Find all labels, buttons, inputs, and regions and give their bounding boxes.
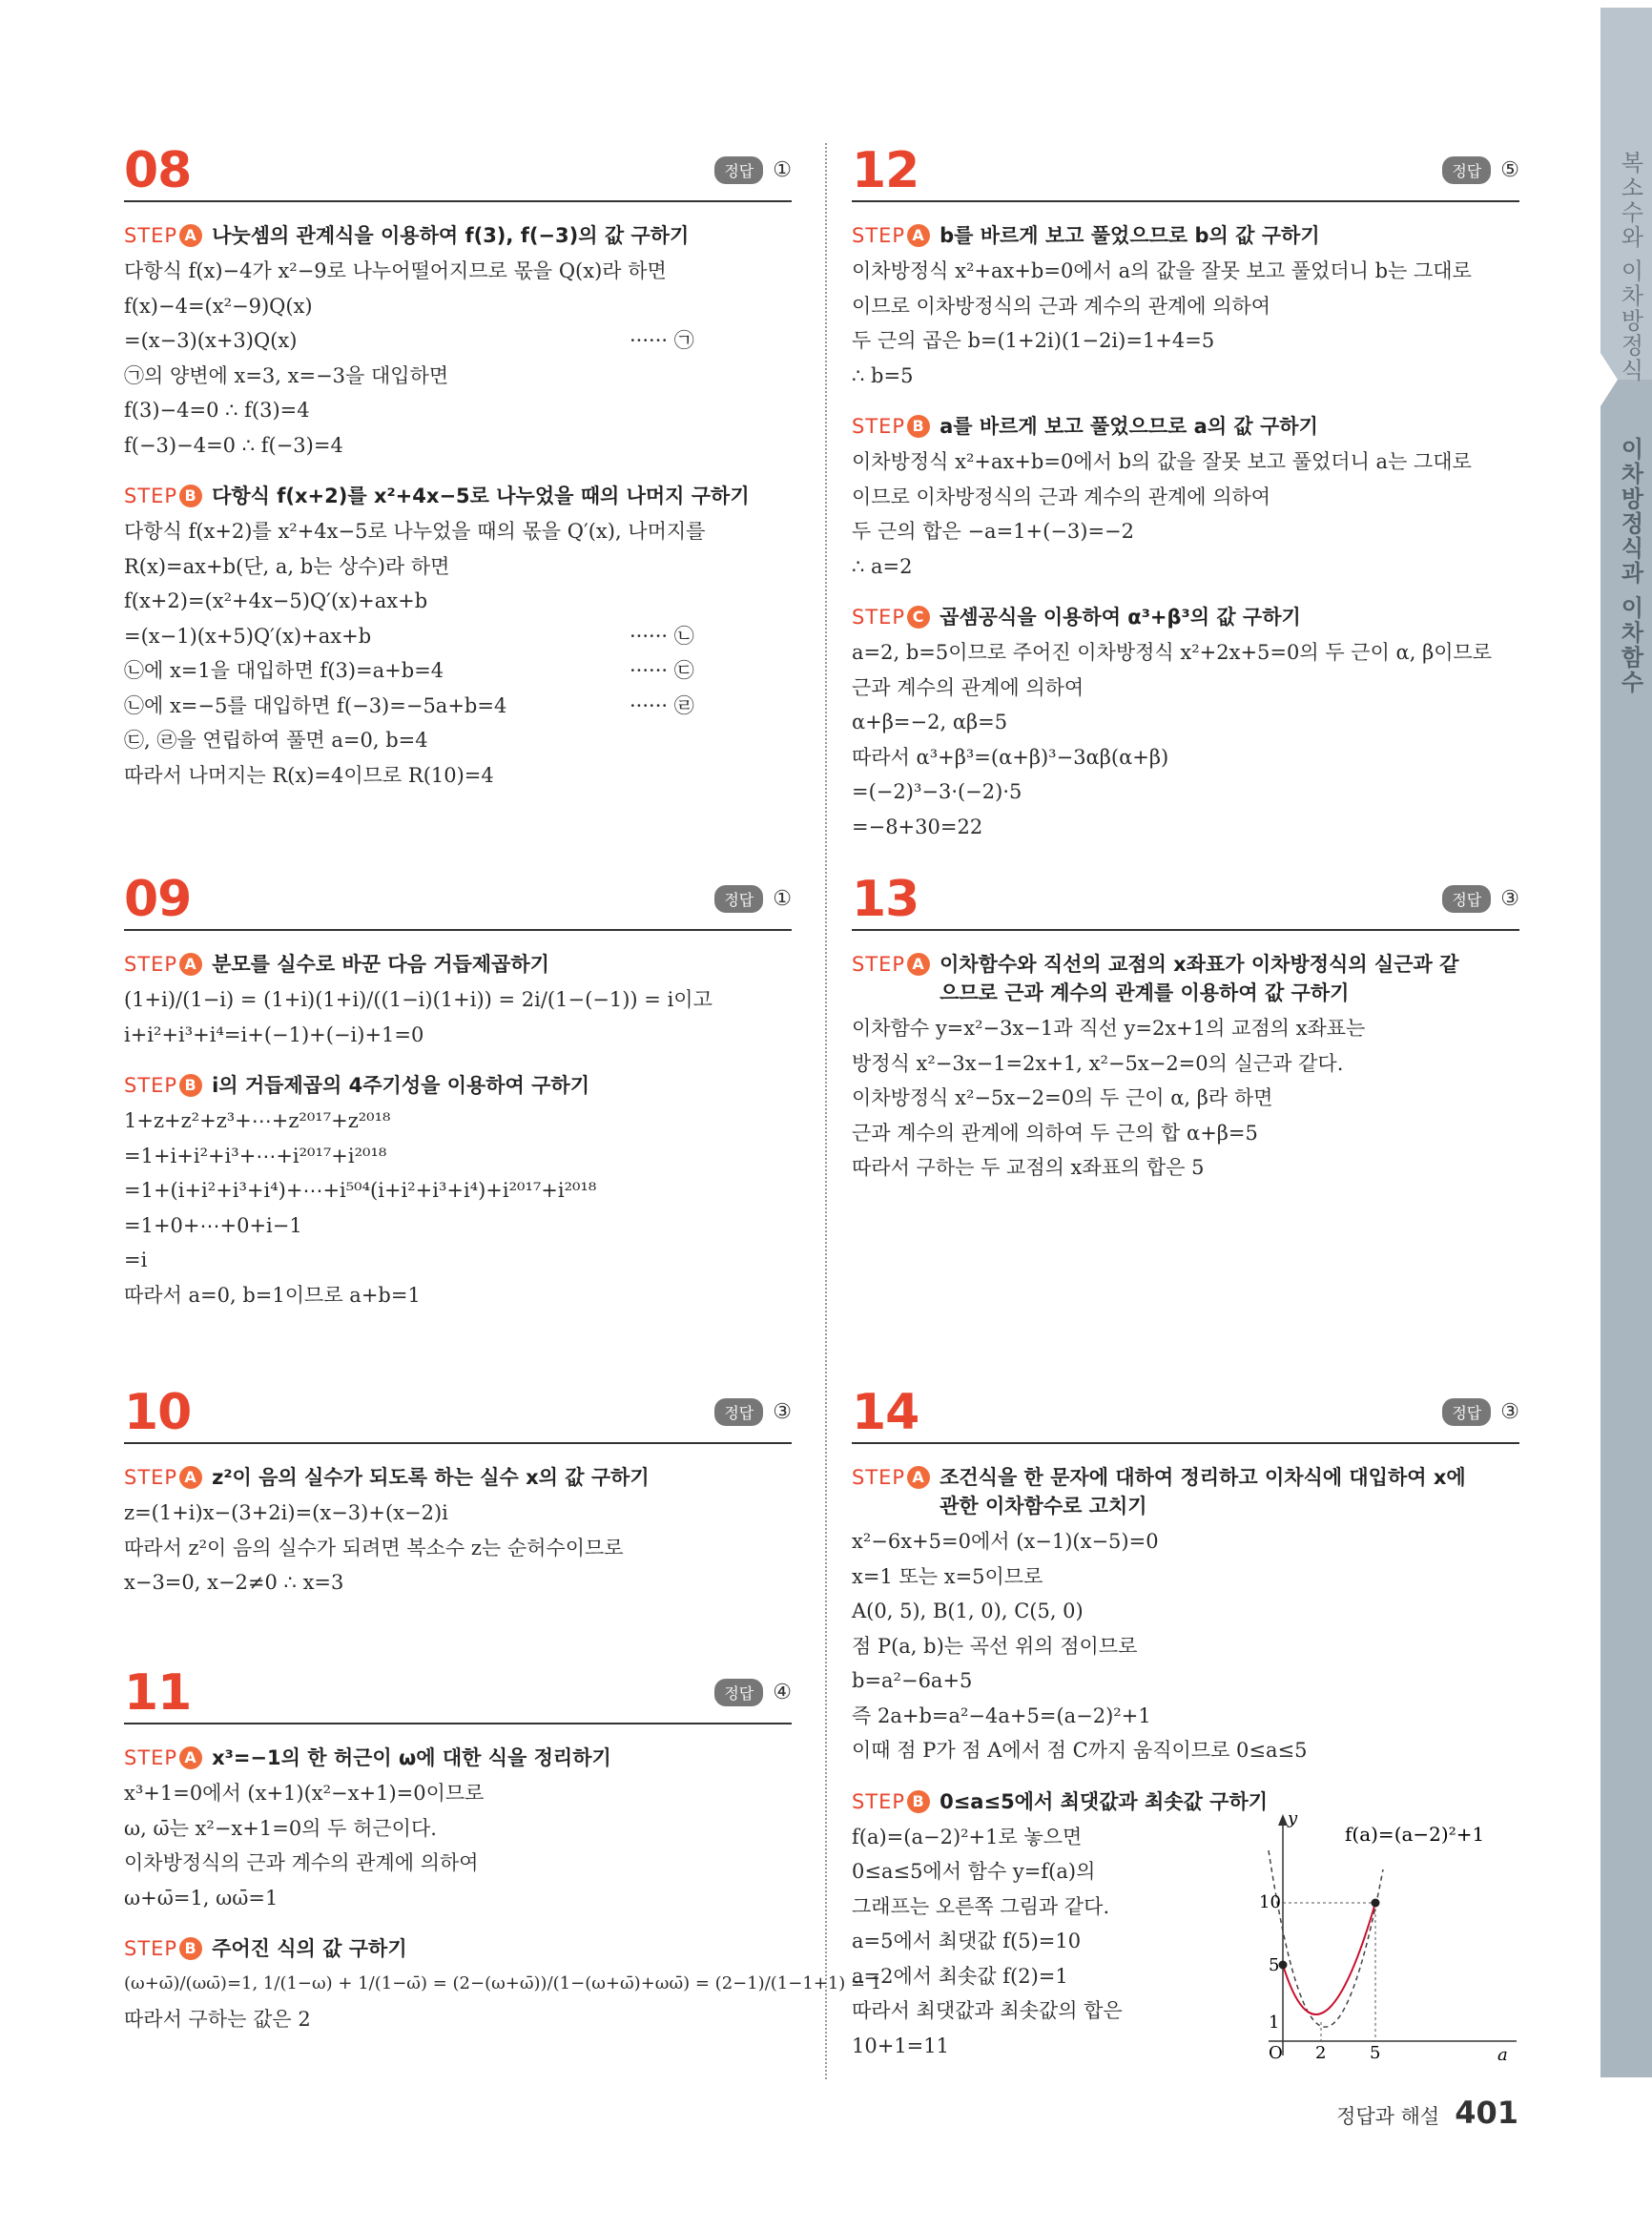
solution-line: 따라서 최댓값과 최솟값의 합은 bbox=[852, 1999, 1123, 2022]
solution-line: ㉡에 x=1을 대입하면 f(3)=a+b=4 ······ ㉢ bbox=[124, 653, 792, 689]
point-c bbox=[1372, 1899, 1380, 1908]
solution-line: 따라서 z²이 음의 실수가 되려면 복소수 z는 순허수이므로 bbox=[124, 1536, 624, 1559]
answer-choice: ④ bbox=[773, 1681, 792, 1704]
solution-line: ∴ a=2 bbox=[852, 554, 913, 578]
step-heading: STEP A 조건식을 한 문자에 대하여 정리하고 이차식에 대입하여 x에 관한 이차함수로 고치기 bbox=[852, 1463, 1519, 1520]
solution-line: x³+1=0에서 (x+1)(x²−x+1)=0이므로 bbox=[124, 1782, 485, 1805]
curve-domain bbox=[1283, 1903, 1375, 2014]
solution-line: ㉠의 양변에 x=3, x=−3을 대입하면 bbox=[124, 363, 449, 387]
solution-line: 따라서 구하는 두 교점의 x좌표의 합은 5 bbox=[852, 1156, 1205, 1179]
solution-line: =(x−1)(x+5)Q′(x)+ax+b ······ ㉡ bbox=[124, 619, 792, 654]
solution-line: =i bbox=[124, 1249, 148, 1271]
solution-line: =(x−3)(x+3)Q(x) ······ ㉠ bbox=[124, 323, 792, 359]
solution-line: 다항식 f(x)−4가 x²−9로 나누어떨어지므로 몫을 Q(x)라 하면 bbox=[124, 259, 667, 282]
solution-line: 1+z+z²+z³+⋯+z²⁰¹⁷+z²⁰¹⁸ bbox=[124, 1109, 391, 1132]
solution-line: =1+(i+i²+i³+i⁴)+⋯+i⁵⁰⁴(i+i²+i³+i⁴)+i²⁰¹⁷+i²⁰¹⁸ bbox=[124, 1179, 597, 1202]
problem-number: 09 bbox=[124, 871, 192, 928]
step-title: 주어진 식의 값 구하기 bbox=[212, 1937, 407, 1960]
step-title: 이차함수와 직선의 교점의 x좌표가 이차방정식의 실근과 같으므로 근과 계수의 관계를 이용하여 값 구하기 bbox=[940, 953, 1459, 1004]
step-title: 다항식 f(x+2)를 x²+4x−5로 나누었을 때의 나머지 구하기 bbox=[212, 485, 750, 507]
answer-badge: 정답 bbox=[1442, 156, 1491, 184]
solution-line: α+β=−2, αβ=5 bbox=[852, 711, 1008, 733]
solution-line: 이므로 이차방정식의 근과 계수의 관계에 의하여 bbox=[852, 485, 1271, 508]
origin-label: O bbox=[1269, 2043, 1283, 2060]
equation-tag: ······ ㉡ bbox=[630, 624, 694, 648]
solution-line: z=(1+i)x−(3+2i)=(x−3)+(x−2)i bbox=[124, 1501, 448, 1524]
answer-badge: 정답 bbox=[714, 885, 763, 913]
solution-line: 10+1=11 bbox=[852, 2034, 949, 2057]
step-heading: STEP A x³=−1의 한 허근이 ω에 대한 식을 정리하기 bbox=[124, 1744, 792, 1772]
column-divider bbox=[825, 143, 827, 2079]
footer-label: 정답과 해설 bbox=[1336, 2105, 1440, 2128]
solution-line: ∴ b=5 bbox=[852, 363, 914, 387]
solution-line: 이때 점 P가 점 A에서 점 C까지 움직이므로 0≤a≤5 bbox=[852, 1739, 1308, 1762]
solution-line: f(a)=(a−2)²+1로 놓으면 bbox=[852, 1825, 1083, 1848]
solution-line: 다항식 f(x+2)를 x²+4x−5로 나누었을 때의 몫을 Q′(x), 나머지를 bbox=[124, 520, 706, 543]
answer-indicator bbox=[714, 1679, 792, 1706]
solution-line: i+i²+i³+i⁴=i+(−1)+(−i)+1=0 bbox=[124, 1022, 424, 1046]
solution-line: 이차방정식 x²+ax+b=0에서 a의 값을 잘못 보고 풀었더니 b는 그대로 bbox=[852, 259, 1472, 282]
answer-choice: ① bbox=[773, 158, 792, 182]
solution-line: 이차방정식 x²+ax+b=0에서 b의 값을 잘못 보고 풀었더니 a는 그대로 bbox=[852, 450, 1472, 473]
step-heading: STEP A b를 바르게 보고 풀었으므로 b의 값 구하기 bbox=[852, 221, 1519, 250]
y-arrow-icon bbox=[1278, 1814, 1288, 1826]
step-heading: STEP A z²이 음의 실수가 되도록 하는 실수 x의 값 구하기 bbox=[124, 1463, 792, 1492]
solution-line: 두 근의 합은 −a=1+(−3)=−2 bbox=[852, 520, 1135, 543]
step-title: x³=−1의 한 허근이 ω에 대한 식을 정리하기 bbox=[212, 1746, 611, 1769]
equation-tag: ······ ㉠ bbox=[630, 329, 694, 352]
solution-line: 이므로 이차방정식의 근과 계수의 관계에 의하여 bbox=[852, 294, 1271, 318]
problem-number: 13 bbox=[852, 871, 919, 928]
step-heading: STEP C 곱셈공식을 이용하여 α³+β³의 값 구하기 bbox=[852, 603, 1519, 631]
step-heading: STEP A 나눗셈의 관계식을 이용하여 f(3), f(−3)의 값 구하기 bbox=[124, 221, 792, 250]
solution-line: 따라서 구하는 값은 2 bbox=[124, 2007, 311, 2031]
solution-line: a=2, b=5이므로 주어진 이차방정식 x²+2x+5=0의 두 근이 α, β이므로 bbox=[852, 641, 1493, 664]
solution-line: b=a²−6a+5 bbox=[852, 1669, 973, 1692]
solution-line: 0≤a≤5에서 함수 y=f(a)의 bbox=[852, 1860, 1096, 1883]
answer-choice: ③ bbox=[1500, 887, 1519, 911]
solution-line: 이차함수 y=x²−3x−1과 직선 y=2x+1의 교점의 x좌표는 bbox=[852, 1017, 1366, 1040]
solution-line: 따라서 a=0, b=1이므로 a+b=1 bbox=[124, 1283, 421, 1307]
solution-line: 두 근의 곱은 b=(1+2i)(1−2i)=1+4=5 bbox=[852, 329, 1215, 352]
answer-badge: 정답 bbox=[1442, 885, 1491, 913]
problem-number: 11 bbox=[124, 1664, 192, 1722]
step-heading: STEP A 분모를 실수로 바꾼 다음 거듭제곱하기 bbox=[124, 950, 792, 979]
solution-line: f(x)−4=(x²−9)Q(x) bbox=[124, 294, 313, 318]
side-tab bbox=[1600, 8, 1652, 2077]
answer-indicator bbox=[714, 156, 792, 184]
problem-10 bbox=[124, 1383, 792, 1600]
problem-09 bbox=[124, 870, 792, 1312]
answer-choice: ③ bbox=[1500, 1400, 1519, 1424]
solution-line: (1+i)/(1−i) = (1+i)(1+i)/((1−i)(1+i)) = 2i/(1−(−1)) = i이고 bbox=[124, 988, 712, 1011]
page-footer bbox=[1336, 2095, 1518, 2131]
step-title: 0≤a≤5에서 최댓값과 최솟값 구하기 bbox=[940, 1789, 1269, 1813]
problem-11 bbox=[124, 1663, 882, 2036]
solution-line: =1+0+⋯+0+i−1 bbox=[124, 1213, 302, 1237]
solution-line: 따라서 나머지는 R(x)=4이므로 R(10)=4 bbox=[124, 763, 494, 787]
problem-12 bbox=[852, 141, 1519, 844]
answer-choice: ① bbox=[773, 887, 792, 911]
step-title: 나눗셈의 관계식을 이용하여 f(3), f(−3)의 값 구하기 bbox=[212, 224, 690, 247]
solution-line: 이차방정식 x²−5x−2=0의 두 근이 α, β라 하면 bbox=[852, 1086, 1273, 1109]
equation-tag: ······ ㉣ bbox=[630, 693, 694, 717]
solution-line: ω, ω̄는 x²−x+1=0의 두 허근이다. bbox=[124, 1816, 437, 1840]
curve-outside bbox=[1269, 1850, 1383, 2027]
problem-number: 10 bbox=[124, 1384, 192, 1441]
answer-indicator bbox=[1442, 885, 1519, 913]
solution-line: ω+ω̄=1, ωω̄=1 bbox=[124, 1886, 279, 1910]
step-heading: STEP B 다항식 f(x+2)를 x²+4x−5로 나누었을 때의 나머지 구하기 bbox=[124, 482, 792, 510]
function-label: f(a)=(a−2)²+1 bbox=[1345, 1823, 1485, 1846]
solution-line: R(x)=ax+b(단, a, b는 상수)라 하면 bbox=[124, 554, 450, 578]
answer-choice: ③ bbox=[773, 1400, 792, 1424]
solution-line: x=1 또는 x=5이므로 bbox=[852, 1564, 1043, 1588]
step-heading: STEP B 주어진 식의 값 구하기 bbox=[124, 1934, 792, 1963]
answer-badge: 정답 bbox=[1442, 1398, 1491, 1426]
y-label: y bbox=[1288, 1812, 1298, 1828]
solution-line: 즉 2a+b=a²−4a+5=(a−2)²+1 bbox=[852, 1703, 1151, 1727]
answer-indicator bbox=[714, 885, 792, 913]
y-tick-1: 1 bbox=[1269, 2013, 1280, 2033]
solution-line: f(x+2)=(x²+4x−5)Q′(x)+ax+b bbox=[124, 589, 428, 612]
step-heading: STEP B a를 바르게 보고 풀었으므로 a의 값 구하기 bbox=[852, 412, 1519, 441]
solution-line: a=2에서 최솟값 f(2)=1 bbox=[852, 1964, 1068, 1988]
step-title: a를 바르게 보고 풀었으므로 a의 값 구하기 bbox=[940, 415, 1318, 438]
step-heading: STEP A 이차함수와 직선의 교점의 x좌표가 이차방정식의 실근과 같으므로 근과 계수의 관계를 이용하여 값 구하기 bbox=[852, 950, 1519, 1007]
x-label: a bbox=[1497, 2045, 1508, 2060]
step-title: 조건식을 한 문자에 대하여 정리하고 이차식에 대입하여 x에 관한 이차함수로 고치기 bbox=[940, 1466, 1466, 1518]
solution-line: 점 P(a, b)는 곡선 위의 점이므로 bbox=[852, 1634, 1138, 1658]
solution-line: x²−6x+5=0에서 (x−1)(x−5)=0 bbox=[852, 1530, 1159, 1553]
solution-line: A(0, 5), B(1, 0), C(5, 0) bbox=[852, 1600, 1084, 1622]
y-tick-10: 10 bbox=[1259, 1892, 1281, 1912]
answer-indicator bbox=[1442, 1398, 1519, 1426]
x-tick-2: 2 bbox=[1315, 2043, 1327, 2060]
parabola-graph bbox=[1240, 1812, 1526, 2060]
answer-indicator bbox=[714, 1398, 792, 1426]
step-title: z²이 음의 실수가 되도록 하는 실수 x의 값 구하기 bbox=[212, 1466, 650, 1489]
solution-line: 방정식 x²−3x−1=2x+1, x²−5x−2=0의 실근과 같다. bbox=[852, 1051, 1344, 1075]
solution-line: =(−2)³−3·(−2)·5 bbox=[852, 780, 1022, 803]
answer-badge: 정답 bbox=[714, 1398, 763, 1426]
problem-number: 08 bbox=[124, 142, 192, 199]
answer-badge: 정답 bbox=[714, 156, 763, 184]
problem-13 bbox=[852, 870, 1519, 1186]
side-tab-label-1: 복소수와 이차방정식 bbox=[1617, 151, 1643, 383]
answer-choice: ⑤ bbox=[1500, 158, 1519, 182]
problem-08 bbox=[124, 141, 792, 793]
problem-number: 14 bbox=[852, 1384, 919, 1441]
solution-line: 이차방정식의 근과 계수의 관계에 의하여 bbox=[124, 1851, 479, 1874]
solution-line: f(−3)−4=0 ∴ f(−3)=4 bbox=[124, 433, 343, 457]
solution-line: ㉢, ㉣을 연립하여 풀면 a=0, b=4 bbox=[124, 729, 428, 752]
step-heading: STEP B i의 거듭제곱의 4주기성을 이용하여 구하기 bbox=[124, 1071, 792, 1100]
solution-line: =−8+30=22 bbox=[852, 815, 983, 838]
answer-badge: 정답 bbox=[714, 1679, 763, 1706]
side-tab-label-2: 이차방정식과 이차함수 bbox=[1617, 437, 1643, 695]
solution-line: =1+i+i²+i³+⋯+i²⁰¹⁷+i²⁰¹⁸ bbox=[124, 1144, 387, 1167]
y-tick-5: 5 bbox=[1269, 1955, 1280, 1975]
solution-line: 그래프는 오른쪽 그림과 같다. bbox=[852, 1894, 1110, 1918]
step-title: b를 바르게 보고 풀었으므로 b의 값 구하기 bbox=[940, 224, 1320, 247]
point-a bbox=[1279, 1961, 1288, 1970]
solution-line: 따라서 α³+β³=(α+β)³−3αβ(α+β) bbox=[852, 745, 1169, 769]
solution-line: (ω+ω̄)/(ωω̄)=1, 1/(1−ω) + 1/(1−ω̄) = (2−(ω+ω̄))/(1−(ω+ω̄)+ωω̄) = (2−1)/(1−1+1) = 1 bbox=[124, 1973, 882, 1993]
answer-indicator bbox=[1442, 156, 1519, 184]
step-title: i의 거듭제곱의 4주기성을 이용하여 구하기 bbox=[212, 1074, 590, 1097]
page-number: 401 bbox=[1455, 2095, 1518, 2131]
step-heading: STEP B 0≤a≤5에서 최댓값과 최솟값 구하기 bbox=[852, 1787, 1519, 1816]
solution-line: f(3)−4=0 ∴ f(3)=4 bbox=[124, 399, 310, 422]
step-title: 곱셈공식을 이용하여 α³+β³의 값 구하기 bbox=[940, 606, 1301, 629]
solution-line: 근과 계수의 관계에 의하여 두 근의 합 α+β=5 bbox=[852, 1121, 1258, 1145]
step-title: 분모를 실수로 바꾼 다음 거듭제곱하기 bbox=[212, 953, 549, 976]
solution-line: ㉡에 x=−5를 대입하면 f(−3)=−5a+b=4 ······ ㉣ bbox=[124, 689, 792, 724]
problem-number: 12 bbox=[852, 142, 919, 199]
equation-tag: ······ ㉢ bbox=[630, 659, 694, 682]
solution-line: x−3=0, x−2≠0 ∴ x=3 bbox=[124, 1571, 344, 1594]
solution-line: 근과 계수의 관계에 의하여 bbox=[852, 675, 1084, 699]
x-tick-5: 5 bbox=[1370, 2043, 1381, 2060]
solution-line: a=5에서 최댓값 f(5)=10 bbox=[852, 1930, 1082, 1952]
